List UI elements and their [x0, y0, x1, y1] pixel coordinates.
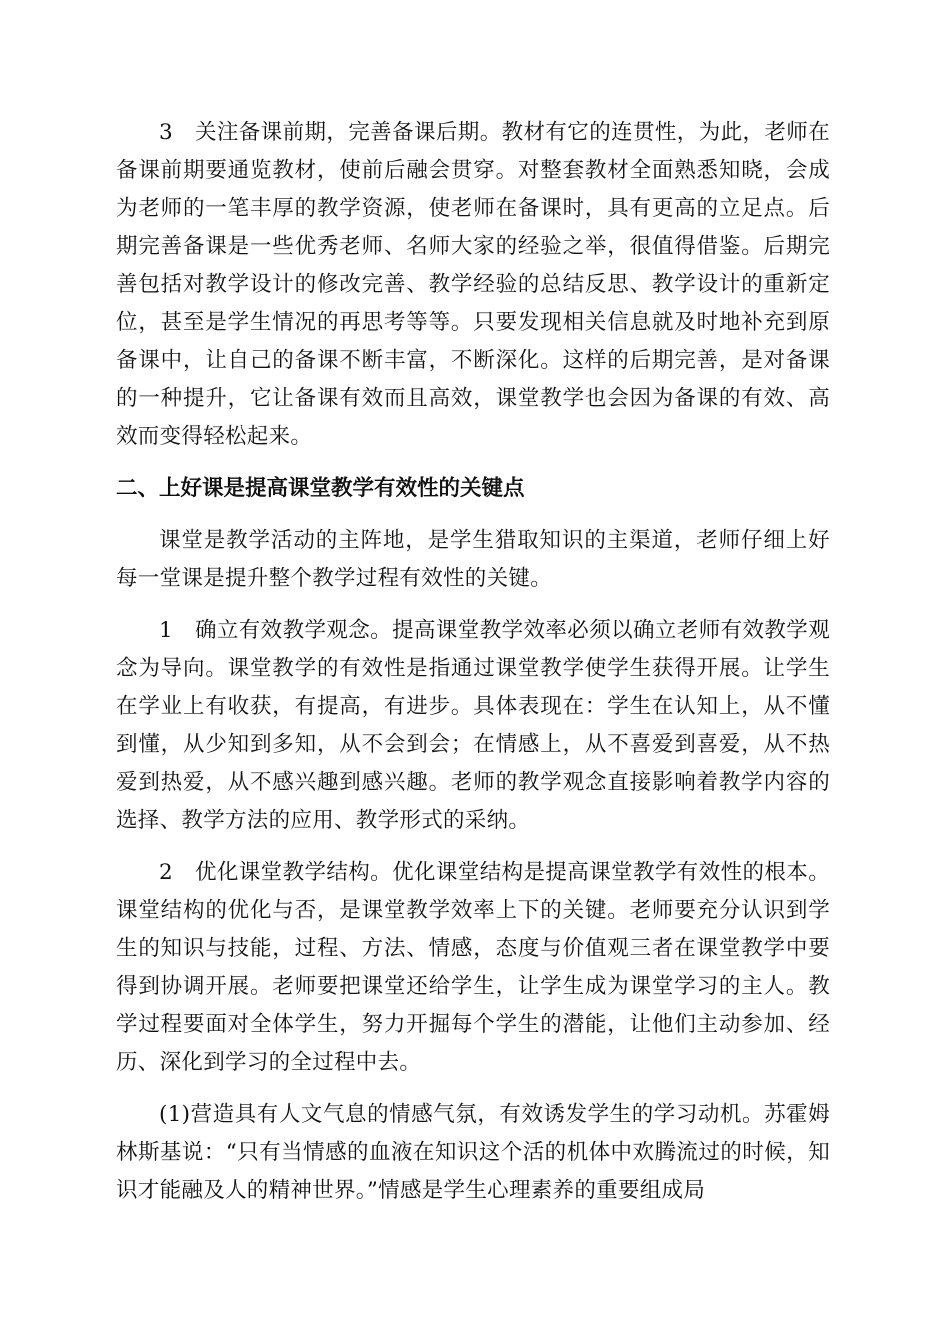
section-heading-2: 二、上好课是提高课堂教学有效性的关键点	[116, 476, 525, 501]
paragraph-optimize-structure: 2 优化课堂教学结构。优化课堂结构是提高课堂教学有效性的根本。课堂结构的优化与否，是课堂教学效率上下的关键。老师要充分认识到学生的知识与技能，过程、方法、情感，态度与价值观三者在课堂教学中要得到协调开展。老师要把课堂还给学生，让学生成为课堂学习的主人。教学过程要面对全体学生，努力开掘每个学生的潜能，让他们主动参加、经历、深化到学习的全过程中去。	[116, 860, 830, 1075]
paragraph-effective-concept: 1 确立有效教学观念。提高课堂教学效率必须以确立老师有效教学观念为导向。课堂教学的有效性是指通过课堂教学使学生获得开展。让学生在学业上有收获，有提高，有进步。具体表现在：学生在认知上，从不懂到懂，从少知到多知，从不会到会；在情感上，从不喜爱到喜爱，从不热爱到热爱，从不感兴趣到感兴趣。老师的教学观念直接影响着教学内容的选择、教学方法的应用、教学形式的采纳。	[116, 618, 830, 833]
paragraph-emotional-atmosphere: (1)营造具有人文气息的情感气氛，有效诱发学生的学习动机。苏霍姆林斯基说：“只有当情感的血液在知识这个活的机体中欢腾流过的时候，知识才能融及人的精神世界。”情感是学生心理素养的重要组成局	[116, 1102, 830, 1203]
paragraph-prep-stages: 3 关注备课前期，完善备课后期。教材有它的连贯性，为此，老师在备课前期要通览教材，使前后融会贯穿。对整套教材全面熟悉知晓，会成为老师的一笔丰厚的教学资源，使老师在备课时，具有更高的立足点。后期完善备课是一些优秀老师、名师大家的经验之举，很值得借鉴。后期完善包括对教学设计的修改完善、教学经验的总结反思、教学设计的重新定位，甚至是学生情况的再思考等等。只要发现相关信息就及时地补充到原备课中，让自己的备课不断丰富，不断深化。这样的后期完善，是对备课的一种提升，它让备课有效而且高效，课堂教学也会因为备课的有效、高效而变得轻松起来。	[116, 120, 830, 449]
document-page	[116, 114, 830, 1210]
paragraph-classroom-intro: 课堂是教学活动的主阵地，是学生猎取知识的主渠道，老师仔细上好每一堂课是提升整个教学过程有效性的关键。	[116, 528, 830, 591]
